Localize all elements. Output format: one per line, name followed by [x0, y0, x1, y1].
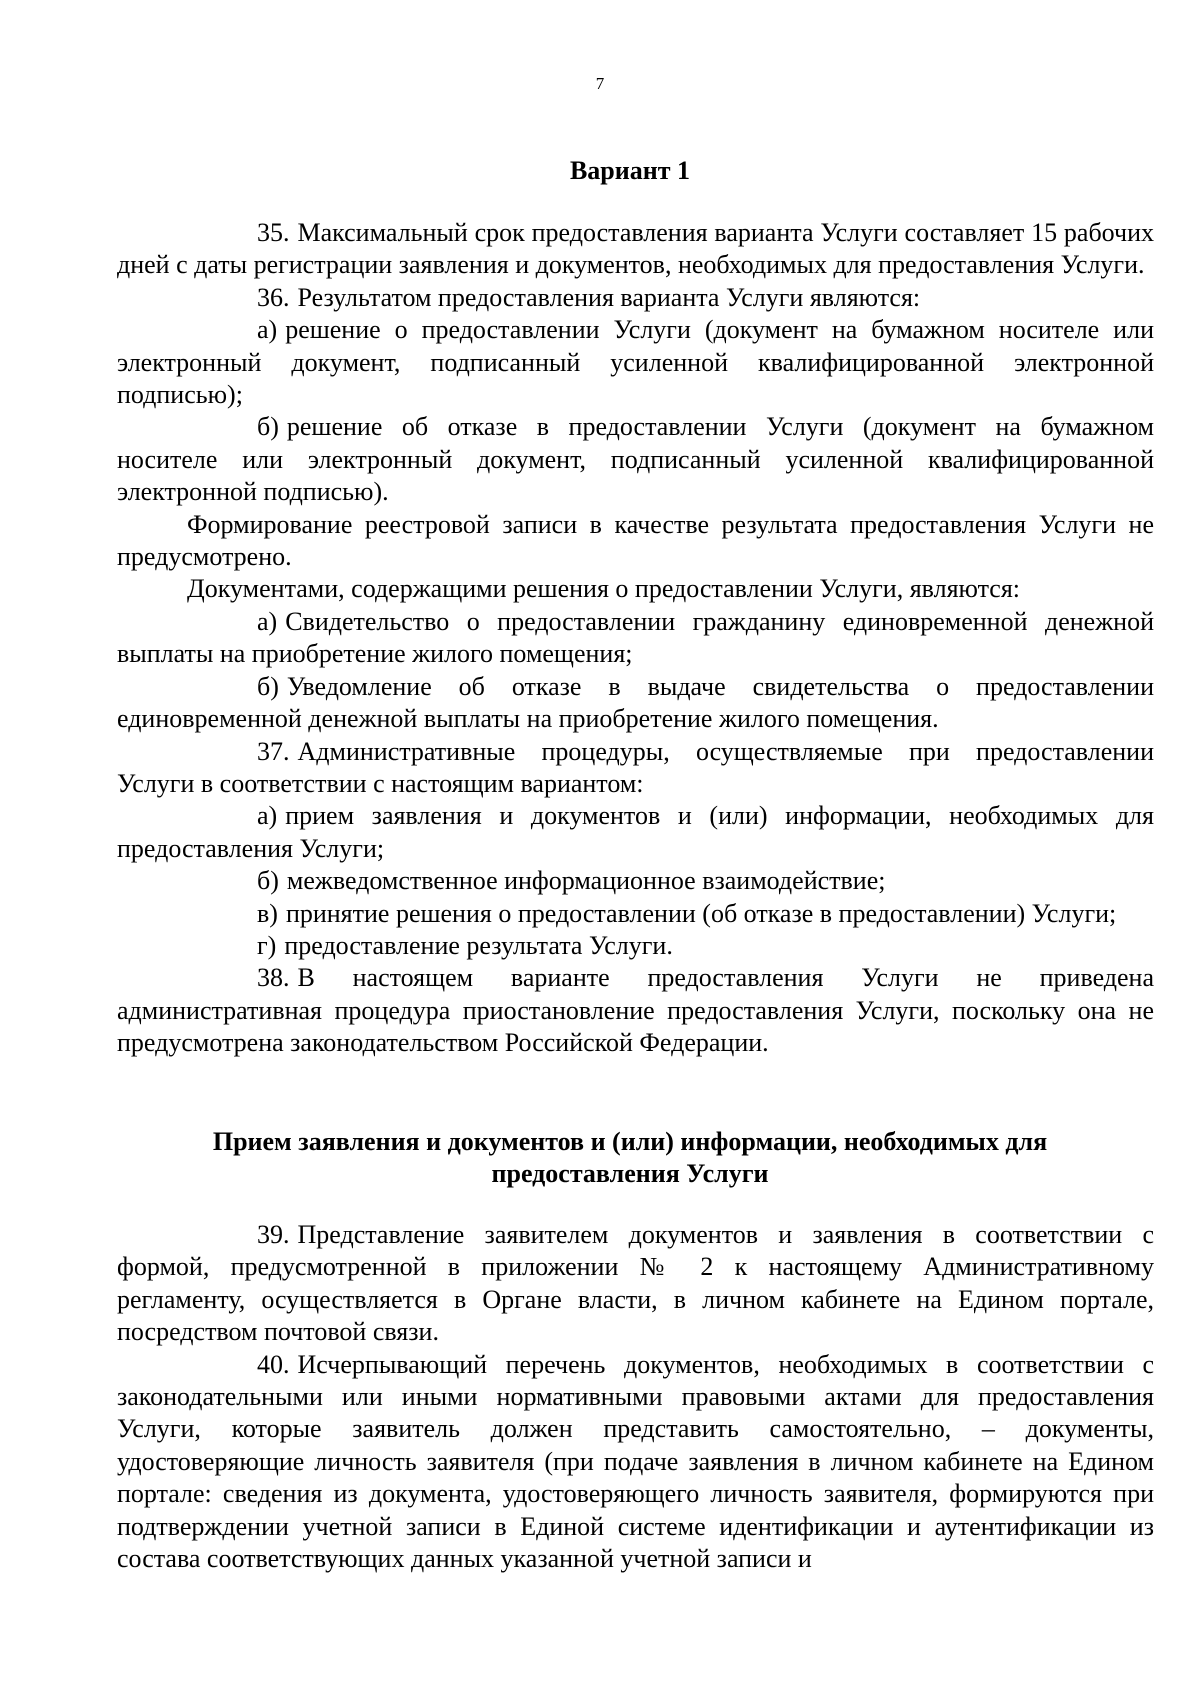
list-item	[117, 898, 1154, 930]
list-item-text: решение об отказе в предоставлении Услуги (документ на бумажном носителе или электронный документ, подписанный усиленной квалифицированной электронной подписью).	[117, 412, 1154, 507]
paragraph-text: Представление заявителем документов и заявления в соответствии с формой, предусмотренной в приложении № 2 к настоящему Административному регламенту, осуществляется в Органе власти, в личном кабинете на Едином портале, посредством почтовой связи.	[117, 1220, 1154, 1347]
list-item	[117, 671, 1154, 736]
section-title: Прием заявления и документов и (или) информации, необходимых для предоставления Услуги	[212, 1127, 1048, 1188]
paragraph-number: 40.	[257, 1349, 290, 1379]
paragraph-number: 37.	[257, 736, 290, 766]
list-item-text: межведомственное информационное взаимодействие;	[286, 866, 886, 896]
paragraph-text: Документами, содержащими решения о предоставлении Услуги, являются:	[187, 574, 1021, 604]
list-item-text: Свидетельство о предоставлении гражданину единовременной денежной выплаты на приобретение жилого помещения;	[117, 606, 1154, 669]
list-item	[117, 800, 1154, 865]
list-item-marker: а)	[257, 606, 278, 636]
paragraph	[117, 736, 1154, 801]
paragraph	[117, 573, 1154, 605]
paragraph-text: Результатом предоставления варианта Услуги являются:	[297, 282, 921, 312]
paragraph-number: 39.	[257, 1220, 290, 1249]
list-item-marker: а)	[257, 315, 278, 345]
paragraph-text: Административные процедуры, осуществляемые при предоставлении Услуги в соответствии с настоящим вариантом:	[117, 736, 1154, 798]
list-item	[117, 314, 1154, 411]
list-item-text: предоставление результата Услуги.	[284, 930, 673, 960]
list-item	[117, 411, 1154, 508]
paragraph	[117, 1349, 1154, 1576]
list-item	[117, 865, 1154, 897]
paragraph	[117, 217, 1154, 282]
section-body	[117, 1219, 1154, 1575]
section-title: Вариант 1	[569, 156, 691, 185]
paragraph-text: Исчерпывающий перечень документов, необходимых в соответствии с законодательными или иными нормативными правовыми актами для предоставления Услуги, которые заявитель должен представить самостоятельно, – документы, удостоверяющие личность заявителя (при подаче заявления в личном кабинете на Едином портале: сведения из документа, удостоверяющего личность заявителя, формируются при подтверждении учетной записи в Единой системе идентификации и аутентификации из состава соответствующих данных указанной учетной записи и	[117, 1349, 1154, 1574]
paragraph	[117, 1219, 1154, 1349]
paragraph	[117, 509, 1154, 574]
paragraph	[117, 962, 1154, 1059]
list-item-marker: в)	[257, 898, 278, 928]
paragraph	[117, 282, 1154, 314]
list-item-marker: б)	[257, 671, 279, 701]
paragraph-text: Формирование реестровой записи в качестве результата предоставления Услуги не предусмотрено.	[117, 509, 1154, 572]
paragraph-text: В настоящем варианте предоставления Услуги не приведена административная процедура приостановление предоставления Услуги, поскольку она не предусмотрена законодательством Российской Федерации.	[117, 963, 1154, 1058]
list-item-marker: б)	[257, 866, 279, 896]
paragraph-text: Максимальный срок предоставления варианта Услуги составляет 15 рабочих дней с даты регистрации заявления и документов, необходимых для предоставления Услуги.	[117, 218, 1154, 280]
list-item	[117, 606, 1154, 671]
list-item-marker: г)	[257, 930, 277, 960]
list-item-text: решение о предоставлении Услуги (документ на бумажном носителе или электронный документ, подписанный усиленной квалифицированной электронной подписью);	[117, 315, 1154, 410]
paragraph-number: 35.	[257, 218, 290, 247]
list-item-text: Уведомление об отказе в выдаче свидетельства о предоставлении единовременной денежной выплаты на приобретение жилого помещения.	[117, 671, 1154, 734]
paragraph-number: 36.	[257, 282, 290, 312]
list-item-text: принятие решения о предоставлении (об отказе в предоставлении) Услуги;	[285, 898, 1117, 928]
list-item	[117, 930, 1154, 962]
list-item-marker: а)	[257, 801, 278, 831]
paragraph-number: 38.	[257, 963, 290, 993]
section-body	[117, 217, 1154, 1060]
list-item-marker: б)	[257, 412, 279, 442]
list-item-text: прием заявления и документов и (или) информации, необходимых для предоставления Услуги;	[117, 801, 1154, 863]
page-number: 7	[595, 74, 605, 93]
